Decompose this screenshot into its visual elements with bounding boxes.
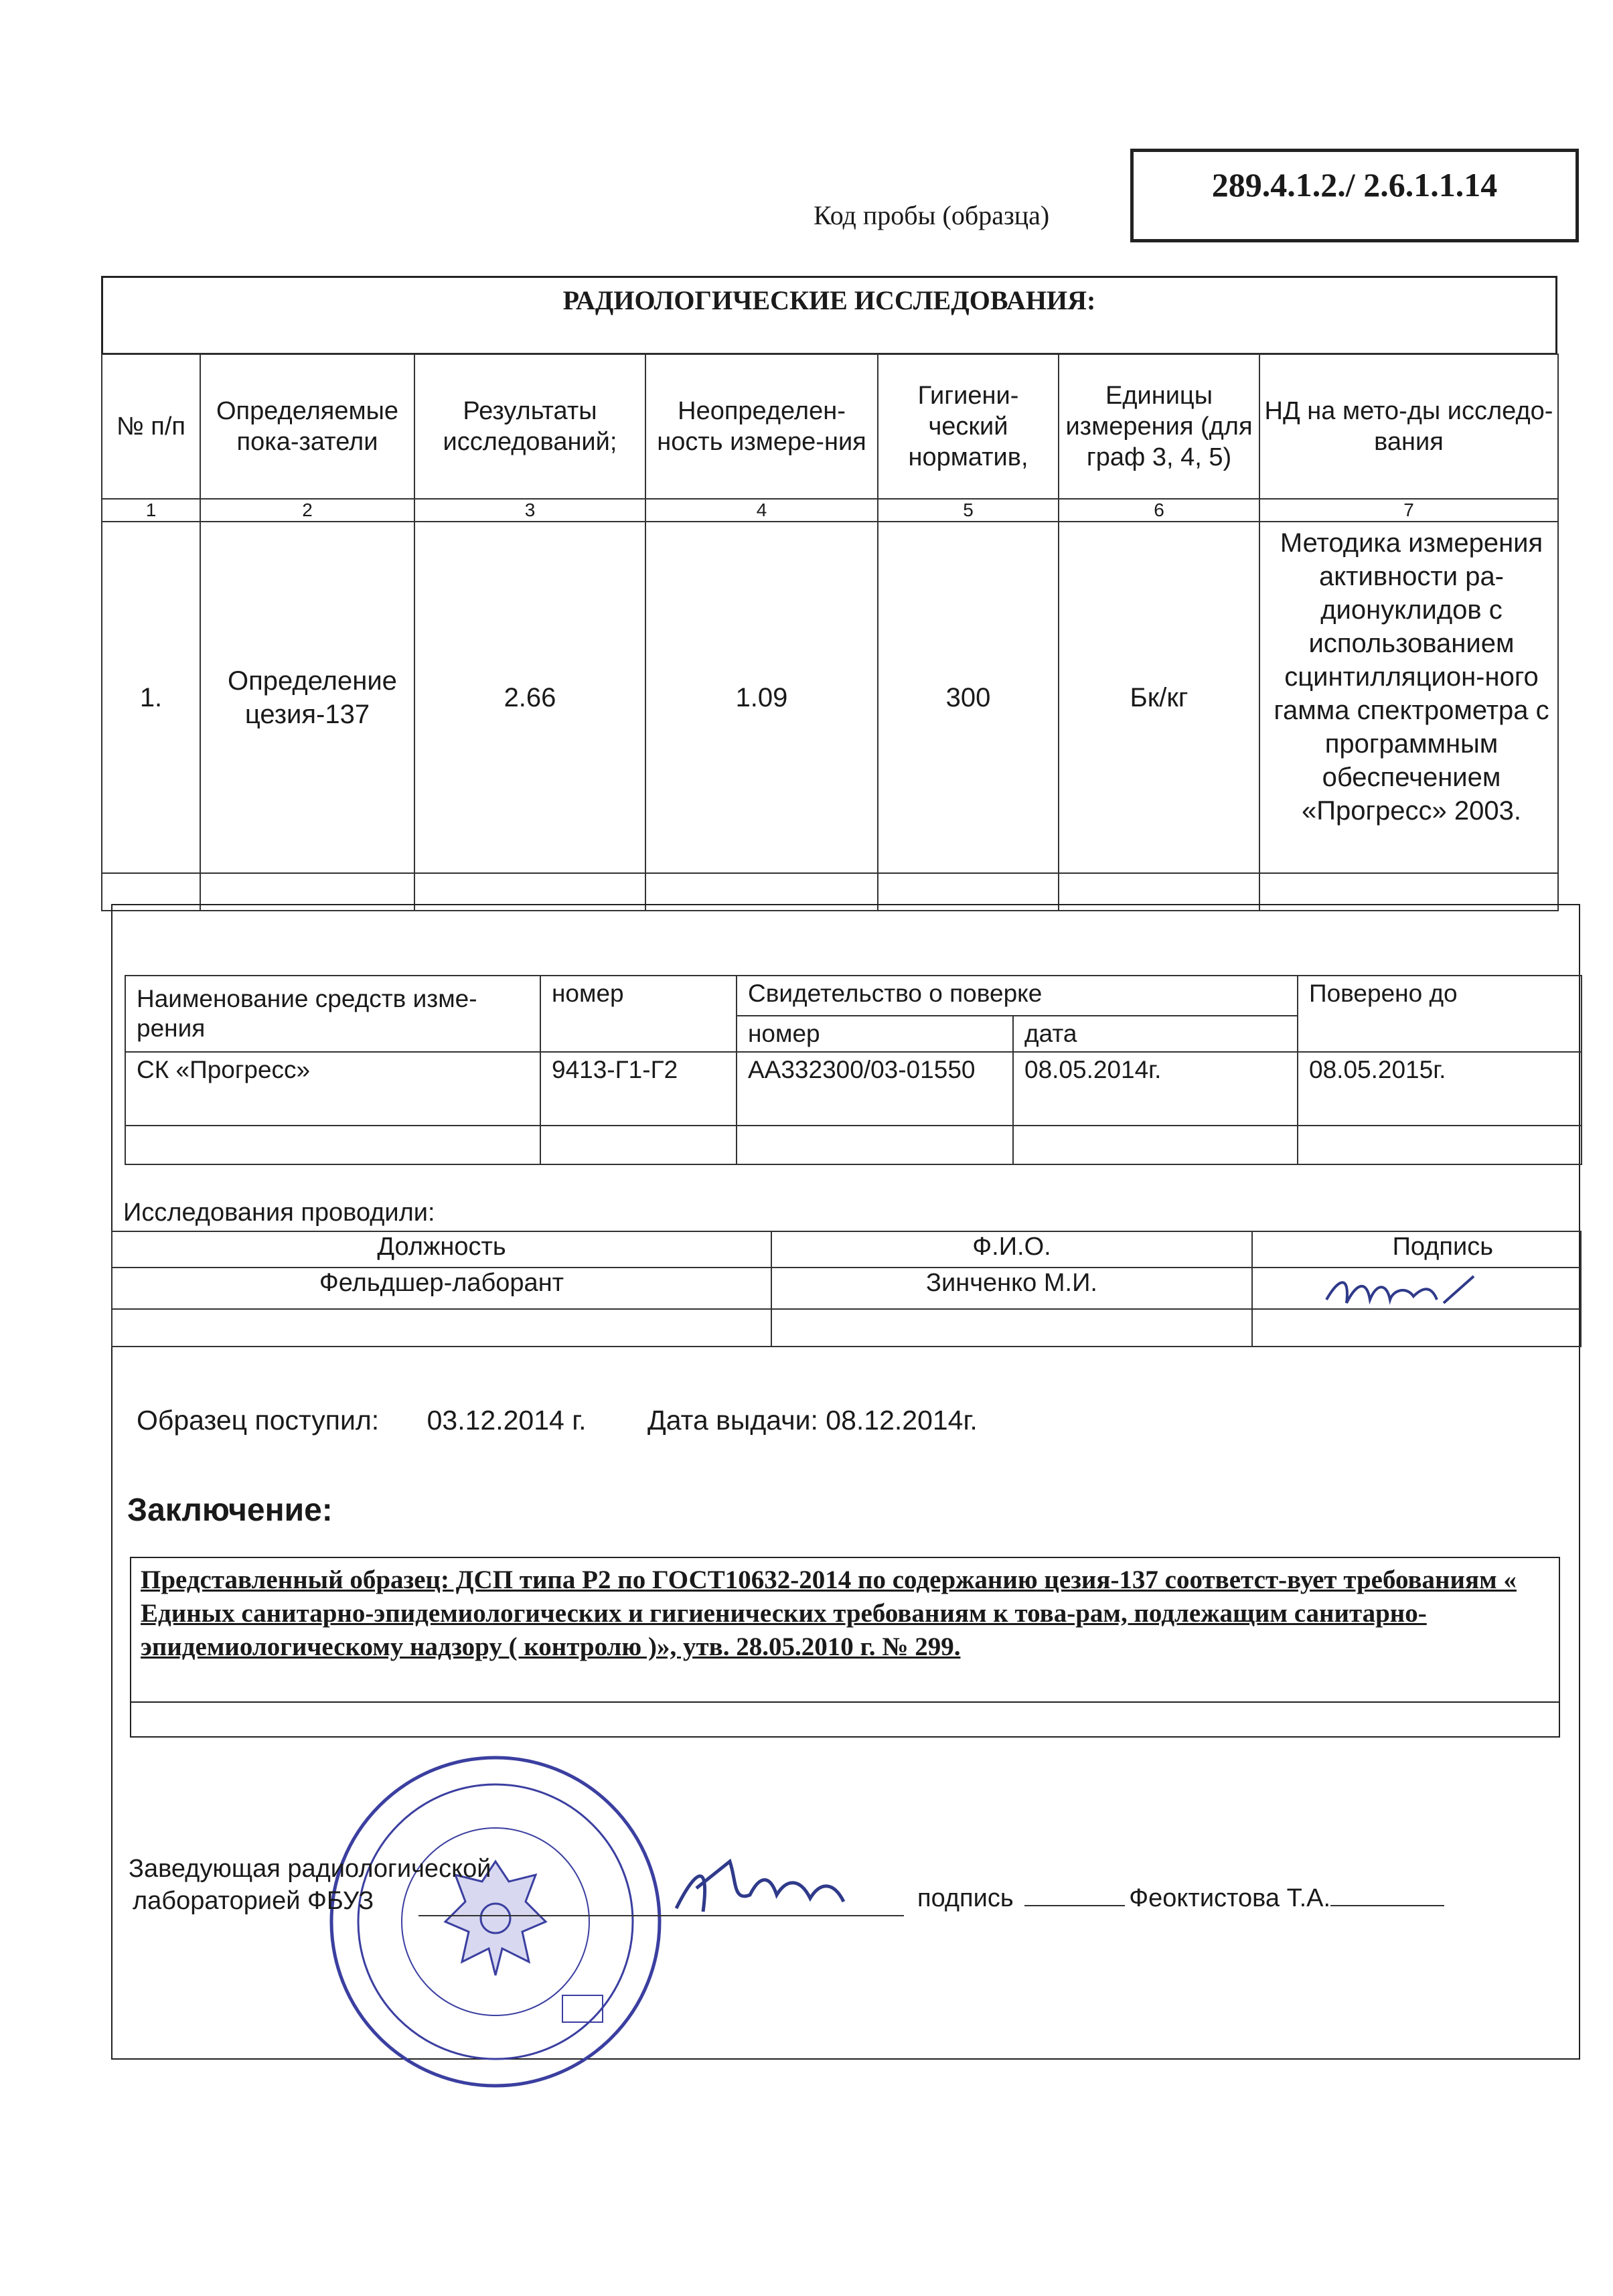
- issued-value: 08.12.2014г.: [826, 1405, 978, 1436]
- inst-number: 9413-Г1-Г2: [540, 1052, 737, 1126]
- col-header-uncertainty: Неопределен-ность измере-ния: [645, 354, 878, 499]
- received-value: 03.12.2014 г.: [427, 1405, 587, 1436]
- col-header-num: № п/п: [102, 354, 200, 499]
- table-row: [125, 1052, 1582, 1126]
- footer-position-line1: Заведующая радиологической: [129, 1855, 491, 1883]
- inst-header-number: номер: [540, 976, 737, 1052]
- col-header-norm: Гигиени-ческий норматив,: [878, 354, 1059, 499]
- col-header-indicator: Определяемые пока-затели: [200, 354, 414, 499]
- col-header-result: Результаты исследований;: [414, 354, 645, 499]
- col-header-unit: Единицы измерения (для граф 3, 4, 5): [1059, 354, 1259, 499]
- inst-name: СК «Прогресс»: [125, 1052, 540, 1126]
- staff-table: [111, 1231, 1582, 1347]
- conclusion-empty-row: [130, 1701, 1560, 1738]
- inst-header-cert-number: номер: [737, 1016, 1013, 1052]
- sample-code-box: [1130, 149, 1579, 242]
- row-uncertainty: 1.09: [645, 522, 878, 873]
- name-blank: [1330, 1905, 1444, 1906]
- staff-header-signature: Подпись: [1252, 1231, 1581, 1268]
- dates-line: [137, 1405, 978, 1436]
- col-number: 7: [1259, 499, 1558, 522]
- research-title: РАДИОЛОГИЧЕСКИЕ ИССЛЕДОВАНИЯ:: [562, 285, 1096, 315]
- row-result: 2.66: [414, 522, 645, 873]
- staff-name: Зинченко М.И.: [771, 1268, 1252, 1309]
- col-number: 4: [645, 499, 878, 522]
- received-label: Образец поступил:: [137, 1405, 380, 1436]
- inst-verified-until: 08.05.2015г.: [1298, 1052, 1582, 1126]
- staff-signature: [1252, 1268, 1581, 1309]
- col-header-method: НД на мето-ды исследо-вания: [1259, 354, 1558, 499]
- row-norm: 300: [878, 522, 1059, 873]
- col-number: 5: [878, 499, 1059, 522]
- inst-cert-date: 08.05.2014г.: [1013, 1052, 1298, 1126]
- inst-header-verified: Поверено до: [1298, 976, 1582, 1052]
- col-number: 2: [200, 499, 414, 522]
- sample-code-label: Код пробы (образца): [814, 200, 1050, 230]
- head-signature-icon: [670, 1848, 870, 1922]
- footer-name: Феоктистова Т.А.: [1129, 1884, 1331, 1912]
- footer-signature-label: подпись: [917, 1884, 1014, 1912]
- row-num: 1.: [102, 522, 200, 873]
- table-row: [112, 1268, 1581, 1309]
- staff-header-position: Должность: [112, 1231, 771, 1268]
- signature-blank: [1024, 1905, 1125, 1906]
- col-number: 6: [1059, 499, 1259, 522]
- conclusion-text: Представленный образец: ДСП типа Р2 по ГОСТ10632-2014 по содержанию цезия-137 соответст-вует требованиям « Единых санитарно-эпидемиологических и гигиенических требованиям к това-рам, подлежащим санитарно-эпидемиологическому надзору ( контролю )», утв. 28.05.2010 г. № 299.: [141, 1565, 1517, 1661]
- sample-code-value: 289.4.1.2./ 2.6.1.1.14: [1211, 166, 1498, 204]
- instruments-table: [125, 975, 1582, 1165]
- issued-label: Дата выдачи:: [647, 1405, 818, 1436]
- signature-icon: [1320, 1270, 1521, 1310]
- inst-cert-number: АА332300/03-01550: [737, 1052, 1013, 1126]
- seal-stamp-icon: [321, 1748, 670, 2096]
- col-number: 1: [102, 499, 200, 522]
- inst-header-certificate: Свидетельство о поверке: [737, 976, 1298, 1016]
- staff-label: Исследования проводили:: [123, 1199, 435, 1227]
- conclusion-title: Заключение:: [127, 1493, 333, 1528]
- research-title-box: [101, 276, 1557, 355]
- staff-header-name: Ф.И.О.: [771, 1231, 1252, 1268]
- row-method: Методика измерения активности ра-дионуклидов с использованием сцинтилляцион-ного гамма спектрометра с программным обеспечением «Прогресс» 2003.: [1259, 522, 1558, 873]
- footer-signature-block: [917, 1884, 1444, 1913]
- conclusion-box: [130, 1557, 1560, 1703]
- row-unit: Бк/кг: [1059, 522, 1259, 873]
- staff-position: Фельдшер-лаборант: [112, 1268, 771, 1309]
- row-indicator: Определение цезия-137: [200, 522, 414, 873]
- table-row: [102, 522, 1558, 873]
- footer-position-line2: лабораторией ФБУЗ: [133, 1887, 374, 1915]
- research-table: [101, 354, 1559, 911]
- inst-header-name: Наименование средств изме-рения: [125, 976, 540, 1052]
- inst-header-cert-date: дата: [1013, 1016, 1298, 1052]
- col-number: 3: [414, 499, 645, 522]
